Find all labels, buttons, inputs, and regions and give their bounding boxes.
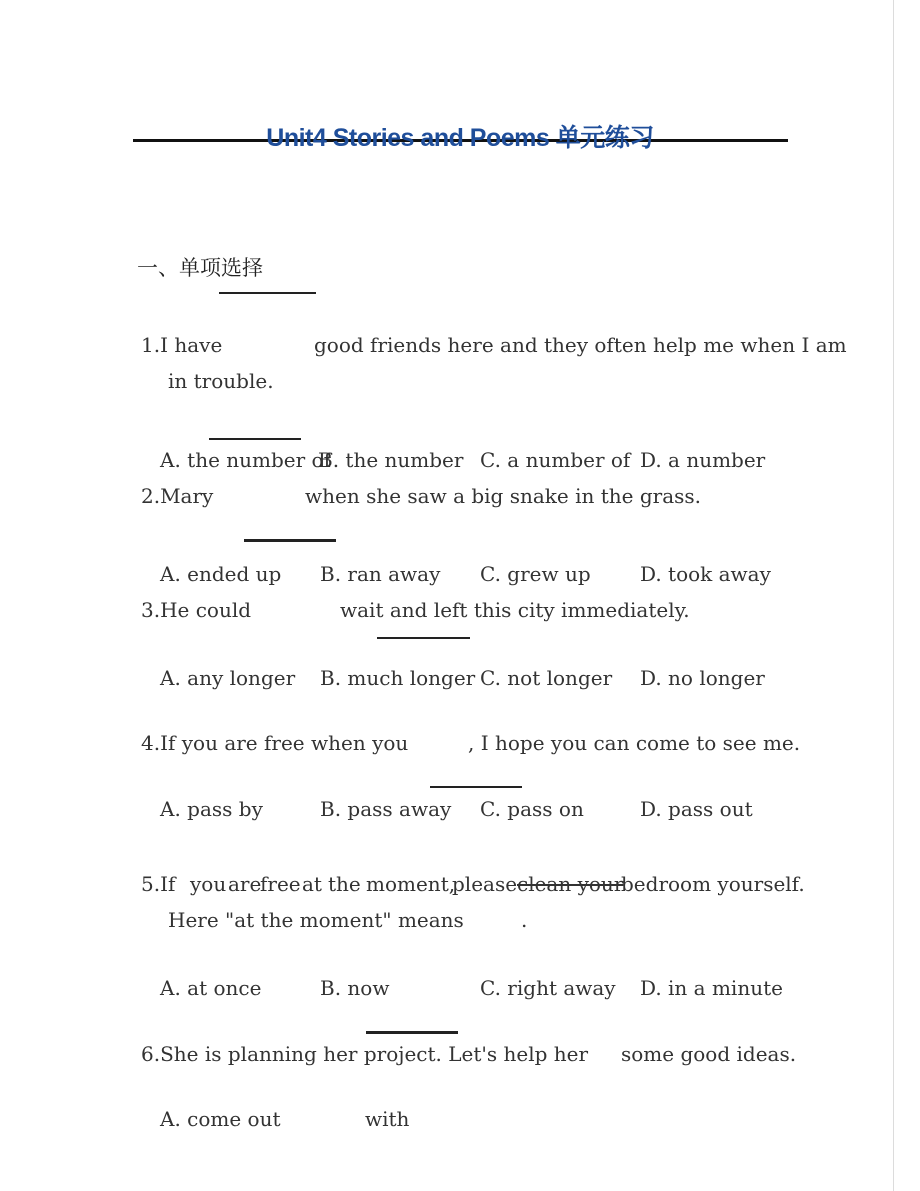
option-fragment: with xyxy=(365,1107,410,1131)
question-stem-word: you xyxy=(190,872,227,896)
option-a: A. the number of xyxy=(160,448,331,472)
option-d: D. no longer xyxy=(640,666,765,690)
option-a: A. at once xyxy=(160,976,262,1000)
question-stem-word: are xyxy=(228,872,262,896)
option-d: D. pass out xyxy=(640,797,753,821)
question-stem: , I hope you can come to see me. xyxy=(468,731,801,755)
question-stem: 3.He could xyxy=(141,598,252,622)
option-a: A. ended up xyxy=(160,562,282,586)
question-stem-word: bedroom yourself. xyxy=(621,872,805,896)
question-stem: some good ideas. xyxy=(621,1042,797,1066)
option-b: B. pass away xyxy=(320,797,452,821)
question-stem-continued: . xyxy=(521,908,528,932)
question-stem: 6.She is planning her project. Let's help her xyxy=(141,1042,589,1066)
question-stem: 4.If you are free when you xyxy=(141,731,409,755)
answer-blank-line xyxy=(430,786,522,788)
question-stem-word: moment, xyxy=(366,872,456,896)
option-a: A. any longer xyxy=(160,666,296,690)
question-stem-word: at xyxy=(302,872,322,896)
option-b: B. now xyxy=(320,976,390,1000)
option-b: B. the number xyxy=(318,448,464,472)
option-d: D. in a minute xyxy=(640,976,783,1000)
question-stem: 2.Mary xyxy=(141,484,214,508)
section-heading: 一、单项选择 xyxy=(137,256,263,280)
option-d: D. took away xyxy=(640,562,771,586)
option-c: C. not longer xyxy=(480,666,613,690)
option-b: B. much longer xyxy=(320,666,476,690)
question-stem-word: please xyxy=(452,872,518,896)
option-c: C. right away xyxy=(480,976,616,1000)
option-d: D. a number xyxy=(640,448,766,472)
answer-blank-line xyxy=(219,292,316,294)
question-stem: when she saw a big snake in the grass. xyxy=(305,484,702,508)
option-a: A. pass by xyxy=(160,797,263,821)
answer-blank-line xyxy=(209,438,301,440)
question-stem-continued: in trouble. xyxy=(168,369,274,393)
option-c: C. grew up xyxy=(480,562,591,586)
question-stem: good friends here and they often help me when I am xyxy=(314,333,847,357)
answer-blank-line xyxy=(366,1031,458,1034)
option-c: C. pass on xyxy=(480,797,584,821)
question-stem: wait and left this city immediately. xyxy=(340,598,690,622)
page-edge-divider xyxy=(893,0,894,1191)
document-title: Unit4 Stories and Poems 单元练习 xyxy=(266,124,654,152)
question-stem-word: 5.If xyxy=(141,872,176,896)
question-stem-word: the xyxy=(328,872,361,896)
option-a: A. come out xyxy=(160,1107,281,1131)
answer-blank-line xyxy=(377,637,470,639)
question-stem-word: free xyxy=(260,872,301,896)
question-stem-continued: Here "at the moment" means xyxy=(168,908,464,932)
answer-blank-line xyxy=(244,539,336,542)
option-b: B. ran away xyxy=(320,562,441,586)
option-c: C. a number of xyxy=(480,448,631,472)
question-stem: 1.I have xyxy=(141,333,223,357)
struck-through-text: clean your xyxy=(517,872,624,896)
